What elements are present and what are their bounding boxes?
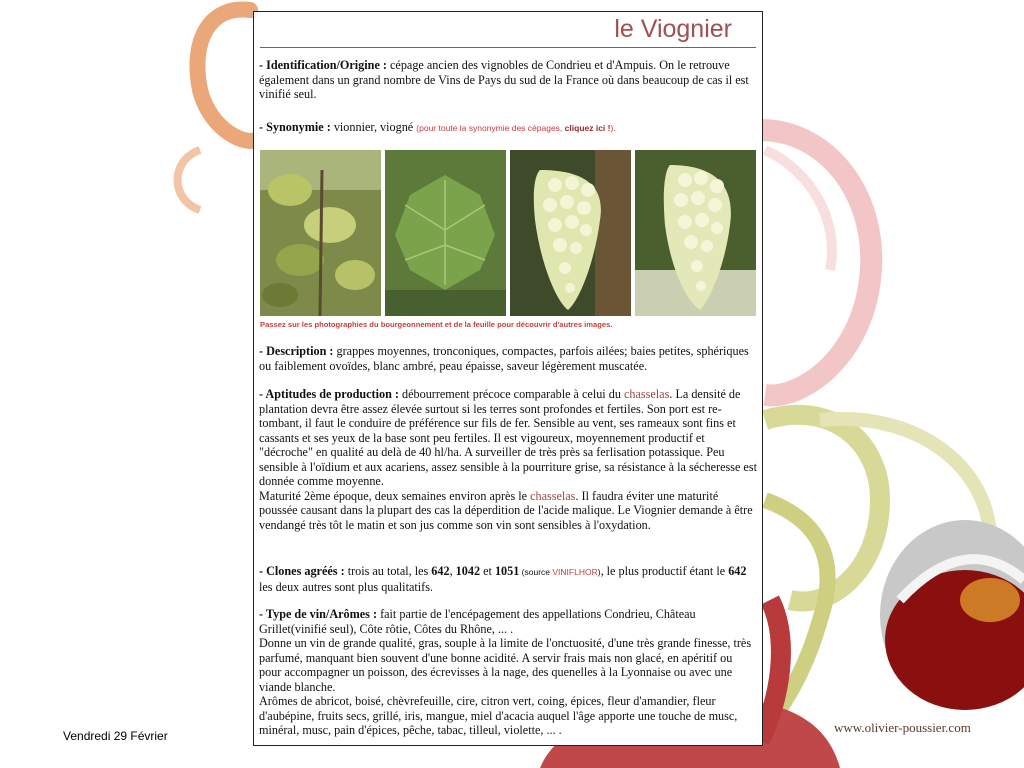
title-underline xyxy=(260,47,756,48)
aptitudes-text-3: Maturité 2ème époque, deux semaines environ après le xyxy=(259,488,531,503)
clones-source-open: (source xyxy=(519,567,553,577)
aptitudes-paragraph xyxy=(259,387,757,532)
type-vin-label: - Type de vin/Arômes : xyxy=(259,607,378,621)
website-url: www.olivier-poussier.com xyxy=(834,720,971,735)
chasselas-link-1[interactable]: chasselas xyxy=(623,387,670,401)
clone-1042: 1042 xyxy=(455,564,481,578)
chasselas-link-2[interactable]: chasselas xyxy=(530,488,576,503)
aptitudes-text-1: débourrement précoce comparable à celui du xyxy=(398,387,624,401)
synonymie-label: - Synonymie : xyxy=(259,120,331,134)
clones-text-1: trois au total, les xyxy=(344,564,432,578)
clone-642: 642 xyxy=(431,564,450,578)
clones-text-2: , le plus productif étant le xyxy=(600,564,729,578)
description-text: grappes moyennes, tronconiques, compactes, parfois ailées; baies petites, sphériques ou faiblement ovoïdes, blanc ambré, peau épaisse, saveur légèrement muscatée. xyxy=(259,344,749,373)
bourgeonnement-image xyxy=(260,150,381,316)
viniflhor-link[interactable]: VINIFLHOR xyxy=(552,567,598,577)
synonymie-note-close: ). xyxy=(610,123,616,133)
synonymie-paragraph xyxy=(259,120,757,136)
feuille-image xyxy=(385,150,506,316)
vine-photo-strip xyxy=(260,150,758,316)
footer-date: Vendredi 29 Février xyxy=(63,729,168,743)
synonymie-link[interactable]: cliquez ici ! xyxy=(564,123,611,133)
type-vin-text-1: fait partie de l'encépagement des appellations Condrieu, Château Grillet(vinifié seul), Côte rôtie, Côtes du Rhône, ... . xyxy=(259,607,696,636)
aptitudes-label: - Aptitudes de production : xyxy=(259,387,399,401)
identification-paragraph xyxy=(259,58,757,102)
type-vin-text-2: Donne un vin de grande qualité, gras, souple à la limite de l'onctuosité, d'une très grande finesse, très parfumé, manquant bien souvent d'une bonne acidité. A servir frais mais non glacé, en apéritif ou pour accompagner un poisson, des écrevisses à la nage, des quenelles à la Lyonnaise ou avec une viande blanche. xyxy=(259,636,752,694)
photo-caption: Passez sur les photographies du bourgeonnement et de la feuille pour découvrir d'autres images. xyxy=(260,320,613,329)
synonymie-note: pour toute la synonymie des cépages, xyxy=(419,123,565,133)
type-vin-text-3: Arômes de abricot, boisé, chèvrefeuille, cire, citron vert, coing, épices, fleur d'amandier, fleur d'aubépine, fruits secs, grillé, iris, mangue, miel d'acacia auquel l'âge apporte une touche de musc, minéral, musc, pain d'épices, pêche, tabac, tilleul, violette, ... . xyxy=(259,694,738,737)
aptitudes-text-2: . La densité de plantation devra être assez élevée surtout si les terres sont profondes et fertiles. Son port est re-tombant, il faut le conduire de préférence sur fils de fer. Sensible au vent, ses rameaux sont fins et cassants et ses yeux de la base sont peu fertiles. Il est vigoureux, moyennement productif et "décroche" en qualité au delà de 40 hl/ha. A surveiller de très près sa ferlisation potassique. Peu sensible à l'oïdium et aux acariens, assez sensible à la pourriture grise, sa résistance à la sécheresse est donnée comme moyenne. xyxy=(259,387,757,488)
feuille-photo[interactable] xyxy=(385,150,506,316)
clones-text-3: les deux autres sont plus qualitatifs. xyxy=(259,579,433,594)
bourgeonnement-photo[interactable] xyxy=(260,150,381,316)
aptitudes-text-4: . Il faudra éviter une maturité poussée causant dans la plupart des cas la déperdition de l'acide malique. Le Viognier demande à être vendangé très tôt le matin et son jus comme son vin sont sensibles à l'oxydation. xyxy=(259,488,753,532)
viognier-info-sheet xyxy=(253,11,763,746)
synonymie-note-open: ( xyxy=(416,123,420,133)
clones-source-close: ) xyxy=(597,567,601,577)
sheet-title: le Viognier xyxy=(614,15,732,43)
clone-642-best: 642 xyxy=(728,564,747,578)
synonymie-text: vionnier, viogné xyxy=(330,120,417,134)
grappe-photo-1 xyxy=(510,150,631,316)
clones-sep-2: et xyxy=(480,564,495,578)
clones-paragraph xyxy=(259,564,757,594)
grappe-image-2 xyxy=(635,150,756,316)
description-paragraph xyxy=(259,344,757,373)
identification-text: cépage ancien des vignobles de Condrieu et d'Ampuis. On le retrouve également dans un grand nombre de Vins de Pays du sud de la France où dans beaucoup de cas il est vinifié seul. xyxy=(259,58,749,101)
description-label: - Description : xyxy=(259,344,334,358)
clones-label: - Clones agréés : xyxy=(259,564,345,578)
grappe-image-1 xyxy=(510,150,631,316)
type-vin-paragraph xyxy=(259,607,757,738)
identification-label: - Identification/Origine : xyxy=(259,58,387,72)
clones-sep-1: , xyxy=(449,564,456,578)
clone-1051: 1051 xyxy=(494,564,520,578)
grappe-photo-2 xyxy=(635,150,756,316)
